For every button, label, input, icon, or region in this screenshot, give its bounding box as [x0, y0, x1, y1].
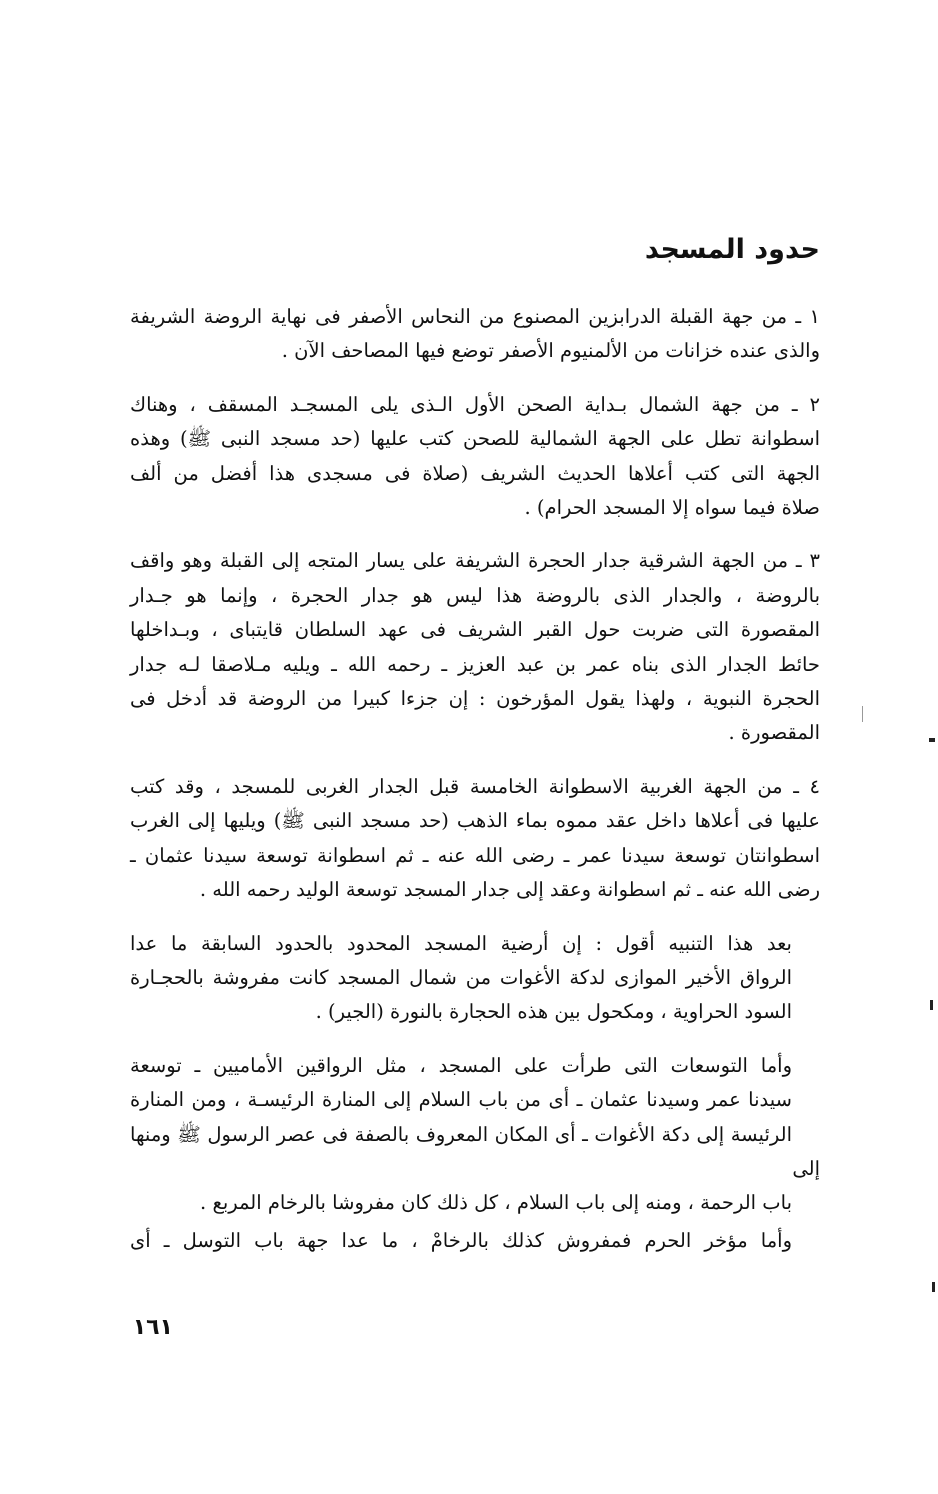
scan-speck	[932, 1282, 935, 1292]
text-line: المقصورة .	[728, 721, 820, 745]
paragraph-3	[130, 544, 820, 750]
text-line: الرواق الأخير الموازى لدكة الأغوات من شمال المسجد كانت مفروشة بالحجـارة	[130, 965, 792, 989]
paragraph-7	[130, 1224, 820, 1258]
text-line: الجهة التى كتب أعلاها الحديث الشريف (صلاة فى مسجدى هذا أفضل من ألف	[130, 461, 820, 485]
text-line: بالروضة ، والجدار الذى بالروضة هذا ليس هو جدار الحجرة ، وإنما هو جـدار	[130, 583, 820, 607]
text-line: اسطوانة تطل على الجهة الشمالية للصحن كتب عليها (حد مسجد النبى ﷺ) وهذه	[130, 427, 820, 451]
paragraph-5	[130, 927, 820, 1030]
text-line: باب الرحمة ، ومنه إلى باب السلام ، كل ذلك كان مفروشا بالرخام المربع .	[200, 1191, 792, 1215]
scan-speck	[929, 738, 935, 742]
text-line: اسطوانتان توسعة سيدنا عمر ـ رضى الله عنه ـ ثم اسطوانة توسعة سيدنا عثمان ـ	[130, 843, 820, 867]
body-text	[130, 300, 820, 1277]
paragraph-6	[130, 1049, 820, 1221]
paragraph-2	[130, 388, 820, 526]
text-line: حائط الجدار الذى بناه عمر بن عبد العزيز ـ رحمه الله ـ ويليه مـلاصقا لـه جدار	[130, 652, 820, 676]
text-line: الحجرة النبوية ، ولهذا يقول المؤرخون : إن جزءا كبيرا من الروضة قد أدخل فى	[130, 687, 820, 711]
paragraph-4	[130, 770, 820, 908]
text-line: ١ ـ من جهة القبلة الدرابزين المصنوع من النحاس الأصفر فى نهاية الروضة الشريفة	[130, 305, 820, 328]
text-line: الرئيسة إلى دكة الأغوات ـ أى المكان المعروف بالصفة فى عصر الرسول ﷺ ومنها إلى	[130, 1122, 820, 1180]
scan-speck	[930, 1000, 933, 1010]
page-number: ١٦١	[132, 1315, 173, 1340]
text-line: سيدنا عمر وسيدنا عثمان ـ أى من باب السلام إلى المنارة الرئيسـة ، ومن المنارة	[130, 1088, 792, 1112]
page-title: حدود المسجد	[644, 234, 820, 265]
text-line: بعد هذا التنبيه أقول : إن أرضية المسجد المحدود بالحدود السابقة ما عدا	[130, 931, 792, 955]
text-line: ٢ ـ من جهة الشمال بـداية الصحن الأول الـذى يلى المسجـد المسقف ، وهناك	[130, 392, 820, 416]
text-line: المقصورة التى ضربت حول القبر الشريف فى عهد السلطان قايتباى ، وبـداخلها	[130, 618, 820, 642]
scan-speck	[862, 706, 863, 722]
text-line: وأما التوسعات التى طرأت على المسجد ، مثل الرواقين الأماميين ـ توسعة	[130, 1053, 792, 1077]
paragraph-1	[130, 300, 820, 369]
text-line: السود الحراوية ، ومكحول بين هذه الحجارة بالنورة (الجير) .	[315, 1000, 792, 1024]
text-line: ٣ ـ من الجهة الشرقية جدار الحجرة الشريفة على يسار المتجه إلى القبلة وهو واقف	[130, 549, 820, 573]
text-line: صلاة فيما سواه إلا المسجد الحرام) .	[524, 496, 820, 520]
text-line: عليها فى أعلاها داخل عقد مموه بماء الذهب (حد مسجد النبى ﷺ) ويليها إلى الغرب	[130, 809, 820, 833]
text-line: والذى عنده خزانات من الألمنيوم الأصفر توضع فيها المصاحف الآن .	[281, 339, 820, 363]
text-line: رضى الله عنه ـ ثم اسطوانة وعقد إلى جدار المسجد توسعة الوليد رحمه الله .	[199, 878, 820, 902]
text-line: ٤ ـ من الجهة الغربية الاسطوانة الخامسة قبل الجدار الغربى للمسجد ، وقد كتب	[130, 774, 820, 798]
text-line: وأما مؤخر الحرم فمفروش كذلك بالرخامْ ، ما عدا جهة باب التوسل ـ أى	[130, 1228, 792, 1252]
